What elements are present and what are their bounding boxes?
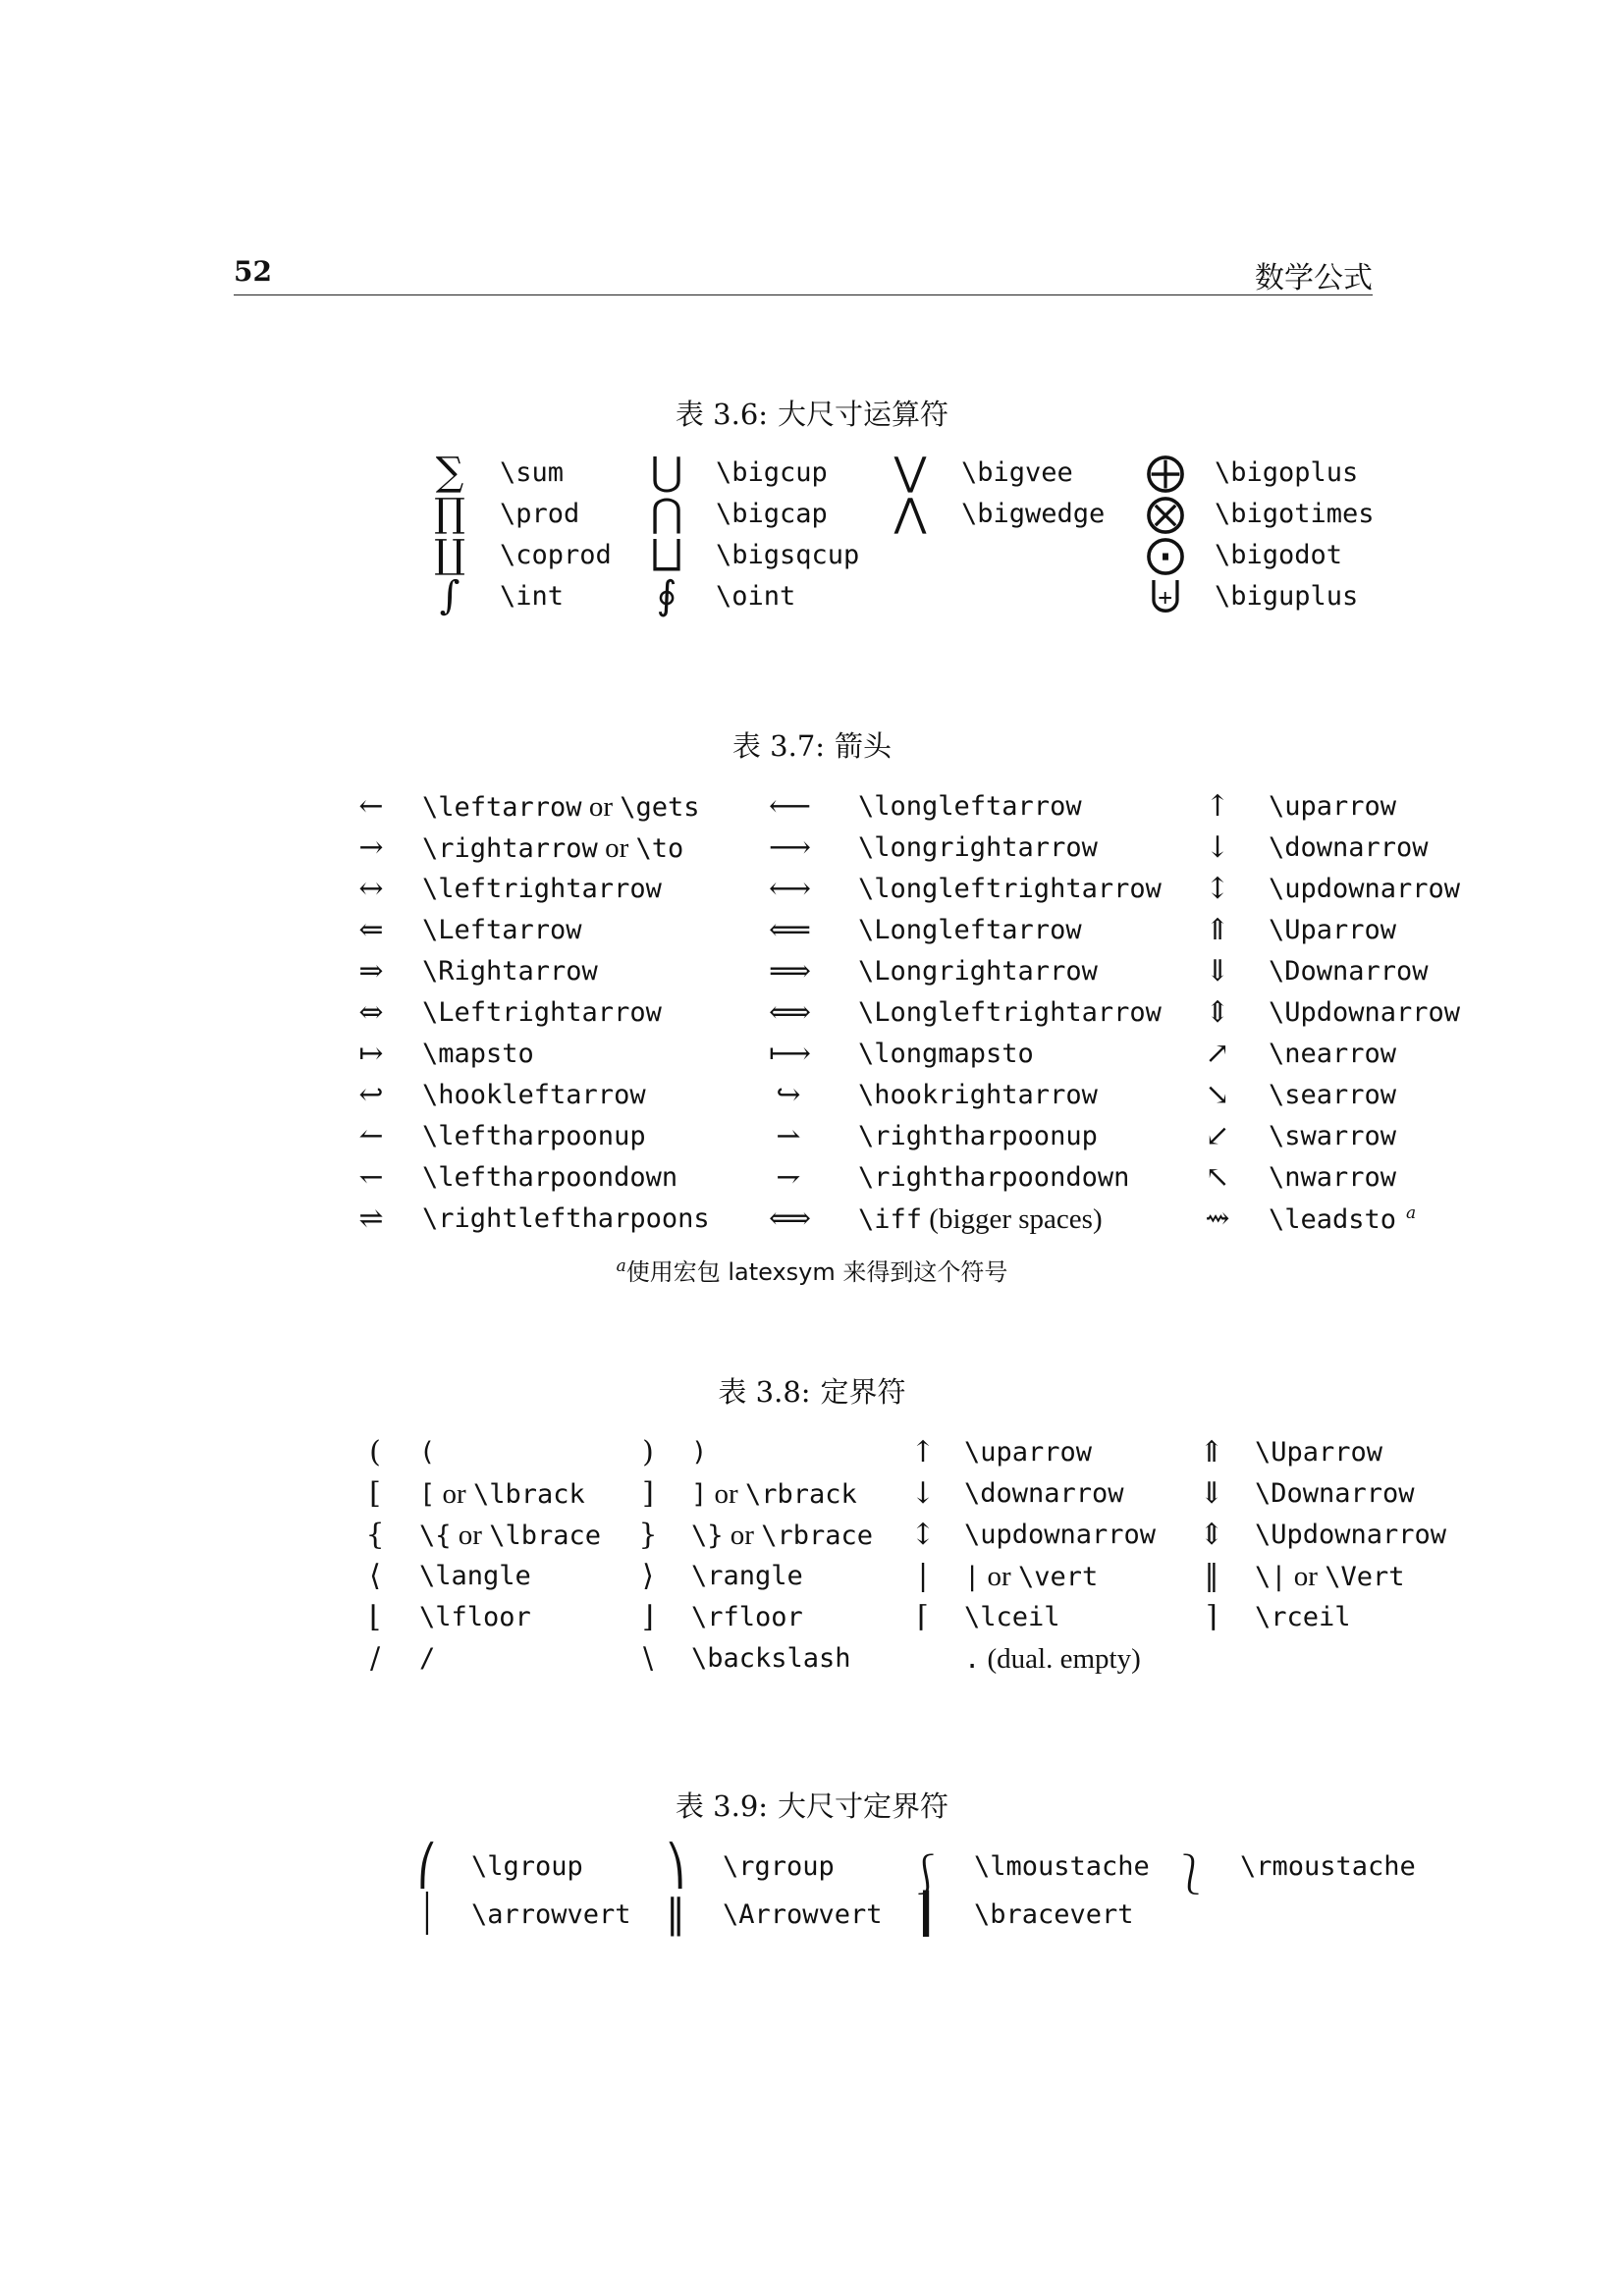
command-cell — [974, 1899, 1134, 1930]
command-cell — [422, 956, 598, 987]
command-text: \Uparrow — [1269, 915, 1397, 945]
symbol-glyph: ⇌ — [358, 1201, 384, 1236]
symbol-glyph: / — [369, 1641, 381, 1676]
command-cell — [964, 1643, 1141, 1676]
command-text: \bigwedge — [961, 499, 1106, 529]
command-text: \bigcup — [716, 457, 828, 488]
symbol-glyph: ⋀ — [893, 491, 927, 536]
command-text: \rangle — [691, 1561, 803, 1591]
command-text: \lceil — [964, 1602, 1060, 1632]
command-text: \rightharpoondown — [858, 1162, 1130, 1193]
command-text: \bracevert — [974, 1899, 1134, 1930]
command-cell — [1269, 1121, 1396, 1151]
command-text: \rightarrow — [422, 833, 598, 864]
command-cell — [1269, 1203, 1416, 1235]
command-text: \rfloor — [691, 1602, 803, 1632]
command-cell — [422, 915, 582, 945]
symbol-glyph: ⎛ — [417, 1843, 437, 1889]
connector-text: or — [435, 1478, 473, 1510]
command-text: \prod — [500, 499, 580, 529]
command-cell — [1269, 1162, 1396, 1193]
command-cell — [691, 1437, 707, 1468]
command-text: \lgroup — [471, 1851, 583, 1882]
command-cell — [858, 1039, 1034, 1069]
command-cell — [723, 1851, 835, 1882]
command-text: \int — [500, 581, 565, 612]
command-text: \bigvee — [961, 457, 1073, 488]
chapter-title: 数学公式 — [1255, 261, 1373, 295]
command-text: \rceil — [1255, 1602, 1351, 1632]
command-text: \Vert — [1325, 1562, 1405, 1592]
command-cell — [1240, 1851, 1416, 1882]
command-text: \lbrace — [489, 1521, 601, 1551]
command-text: \bigcap — [716, 499, 828, 529]
command-cell — [500, 499, 579, 529]
command-text: \oint — [716, 581, 796, 612]
command-cell — [1255, 1561, 1404, 1593]
command-text: \leadsto — [1269, 1204, 1397, 1235]
command-cell — [422, 1039, 534, 1069]
symbol-glyph: ⟺ — [769, 1201, 812, 1236]
symbol-glyph: ⟸ — [769, 913, 812, 947]
symbol-glyph: | — [917, 1559, 929, 1593]
symbol-glyph: ⨁ — [1146, 450, 1185, 495]
command-cell — [422, 1203, 710, 1234]
command-cell — [858, 915, 1082, 945]
symbol-glyph: ⋃ — [650, 450, 683, 495]
footnote-marker: a — [1406, 1203, 1417, 1223]
symbol-glyph: ‖ — [666, 1892, 685, 1937]
command-text: \leftrightarrow — [422, 874, 662, 904]
command-text: \downarrow — [1269, 832, 1429, 863]
symbol-glyph: ⨆ — [651, 532, 682, 577]
symbol-glyph: ⇀ — [776, 1119, 801, 1153]
command-text: \swarrow — [1269, 1121, 1397, 1151]
symbol-glyph: ∐ — [434, 532, 465, 577]
command-cell — [1255, 1602, 1351, 1632]
symbol-glyph: ↓ — [910, 1476, 936, 1511]
command-cell — [858, 1080, 1098, 1110]
command-cell — [1269, 997, 1460, 1028]
command-text: \bigsqcup — [716, 540, 860, 570]
command-text: \Uparrow — [1255, 1437, 1383, 1468]
command-text: \longleftrightarrow — [858, 874, 1162, 904]
symbol-glyph: ] — [642, 1476, 654, 1511]
command-text: \nearrow — [1269, 1039, 1397, 1069]
command-cell — [419, 1520, 601, 1552]
command-cell — [974, 1851, 1150, 1882]
connector-text: or — [451, 1520, 490, 1551]
command-text: \updownarrow — [964, 1520, 1157, 1550]
table-3-8-caption: 表 3.8: 定界符 — [718, 1375, 906, 1409]
command-cell — [723, 1899, 883, 1930]
connector-text: or — [723, 1520, 762, 1551]
command-cell — [964, 1602, 1060, 1632]
command-text: \Longrightarrow — [858, 956, 1098, 987]
command-cell — [1269, 874, 1460, 904]
symbol-glyph: ⇒ — [358, 954, 384, 988]
page-header — [234, 253, 1373, 295]
symbol-glyph: ⌉ — [1206, 1600, 1218, 1634]
symbol-glyph: ⇝ — [1205, 1201, 1230, 1236]
command-cell — [716, 499, 828, 529]
symbol-glyph: ↦ — [358, 1037, 384, 1071]
command-cell — [500, 581, 564, 612]
command-text: . — [964, 1644, 981, 1675]
command-text: ) — [691, 1437, 708, 1468]
symbol-glyph: ↑ — [910, 1435, 936, 1469]
command-cell — [964, 1437, 1092, 1468]
symbol-glyph: ⟷ — [769, 872, 812, 906]
command-cell — [858, 874, 1162, 904]
table-3-7-caption: 表 3.7: 箭头 — [731, 729, 893, 763]
command-cell — [691, 1561, 803, 1591]
command-text: \bigodot — [1215, 540, 1343, 570]
command-cell — [858, 1162, 1129, 1193]
symbol-glyph: ⌊ — [369, 1600, 381, 1634]
symbol-glyph: ) — [642, 1435, 654, 1469]
symbol-glyph: ‖ — [1204, 1559, 1219, 1593]
command-text: \Rightarrow — [422, 956, 598, 987]
command-cell — [419, 1602, 531, 1632]
symbol-glyph: ↔ — [358, 872, 384, 906]
symbol-glyph: \ — [642, 1641, 654, 1676]
command-text: \hookleftarrow — [422, 1080, 646, 1110]
command-cell — [858, 1203, 1103, 1236]
connector-text: (dual. empty) — [980, 1643, 1141, 1675]
symbol-glyph: ↘ — [1205, 1078, 1230, 1112]
symbol-glyph: ↼ — [358, 1119, 384, 1153]
command-text: \rightleftharpoons — [422, 1203, 710, 1234]
command-text: \| — [1255, 1562, 1287, 1592]
symbol-glyph: ⟹ — [769, 954, 812, 988]
command-text: \mapsto — [422, 1039, 534, 1069]
symbol-glyph: ⟩ — [642, 1559, 654, 1593]
symbol-glyph: ↪ — [776, 1078, 801, 1112]
command-text: \iff — [858, 1204, 923, 1235]
command-text: \updownarrow — [1269, 874, 1461, 904]
symbol-glyph: ↕ — [910, 1518, 936, 1552]
command-text: \leftharpoondown — [422, 1162, 678, 1193]
command-text: \downarrow — [964, 1478, 1124, 1509]
symbol-glyph: ↑ — [1205, 789, 1230, 824]
command-text: \longleftarrow — [858, 791, 1082, 822]
command-text: \{ — [419, 1521, 452, 1551]
connector-text: or — [980, 1561, 1018, 1592]
command-cell — [964, 1520, 1156, 1550]
symbol-glyph: ┃ — [913, 1892, 939, 1937]
connector-text: or — [1286, 1561, 1326, 1592]
command-text: \langle — [419, 1561, 531, 1591]
command-cell — [858, 832, 1098, 863]
symbol-glyph: ⟵ — [769, 789, 812, 824]
command-text: \rbrace — [761, 1521, 873, 1551]
command-text: \coprod — [500, 540, 612, 570]
command-text: \nwarrow — [1269, 1162, 1397, 1193]
command-text: \bigotimes — [1215, 499, 1375, 529]
command-text: \rmoustache — [1240, 1851, 1416, 1882]
symbol-glyph: ↽ — [358, 1160, 384, 1195]
command-text: \hookrightarrow — [858, 1080, 1098, 1110]
command-text: \lbrack — [472, 1479, 585, 1510]
command-cell — [858, 956, 1098, 987]
command-cell — [1269, 791, 1396, 822]
command-cell — [1255, 1437, 1382, 1468]
command-cell — [1215, 499, 1375, 529]
command-text: \searrow — [1269, 1080, 1397, 1110]
command-cell — [471, 1899, 631, 1930]
command-text: [ — [419, 1479, 436, 1510]
table-3-9-caption: 表 3.9: 大尺寸定界符 — [675, 1789, 949, 1823]
symbol-glyph: ⎰ — [906, 1852, 946, 1897]
command-cell — [1269, 1039, 1396, 1069]
command-text: \Arrowvert — [723, 1899, 883, 1930]
command-cell — [691, 1478, 857, 1511]
command-cell — [964, 1561, 1098, 1593]
command-cell — [961, 457, 1073, 488]
command-cell — [858, 1121, 1098, 1151]
symbol-glyph: ⇔ — [358, 995, 384, 1030]
command-text: \Longleftrightarrow — [858, 997, 1162, 1028]
command-text: \rbrack — [744, 1479, 857, 1510]
symbol-glyph: ⇑ — [1205, 913, 1230, 947]
symbol-glyph: ↓ — [1205, 830, 1230, 865]
command-text: \backslash — [691, 1643, 851, 1674]
symbol-glyph: ⇕ — [1199, 1518, 1224, 1552]
symbol-glyph: ⨄ — [1149, 573, 1182, 618]
command-text: \sum — [500, 457, 565, 488]
command-text: \rgroup — [723, 1851, 835, 1882]
symbol-glyph: ⟨ — [369, 1559, 381, 1593]
command-cell — [716, 581, 795, 612]
symbol-glyph: ⇓ — [1199, 1476, 1224, 1511]
symbol-glyph: ↖ — [1205, 1160, 1230, 1195]
command-cell — [691, 1643, 851, 1674]
command-text: \longmapsto — [858, 1039, 1034, 1069]
command-cell — [858, 997, 1162, 1028]
command-cell — [1269, 956, 1429, 987]
symbol-glyph: ← — [358, 789, 384, 824]
symbol-glyph: ⟶ — [769, 830, 812, 865]
command-cell — [716, 540, 859, 570]
command-text: \Leftarrow — [422, 915, 582, 945]
command-cell — [422, 1162, 677, 1193]
command-text: \leftharpoonup — [422, 1121, 646, 1151]
command-cell — [422, 832, 683, 865]
command-text: \longrightarrow — [858, 832, 1098, 863]
command-text: ( — [419, 1437, 436, 1468]
command-text: \uparrow — [1269, 791, 1397, 822]
table-3-6-caption: 表 3.6: 大尺寸运算符 — [675, 398, 949, 431]
symbol-glyph: ⇐ — [358, 913, 384, 947]
command-text: \lfloor — [419, 1602, 531, 1632]
symbol-glyph: ∫ — [439, 573, 460, 618]
command-text: \Updownarrow — [1269, 997, 1461, 1028]
command-cell — [858, 791, 1082, 822]
command-cell — [691, 1520, 873, 1552]
command-text: \Updownarrow — [1255, 1520, 1447, 1550]
command-cell — [422, 1080, 646, 1110]
command-cell — [1269, 1080, 1396, 1110]
command-text: \Downarrow — [1255, 1478, 1415, 1509]
symbol-glyph: → — [358, 830, 384, 865]
command-text: \to — [635, 833, 684, 864]
symbol-glyph: ⏐ — [415, 1892, 439, 1937]
command-text: \rightharpoonup — [858, 1121, 1098, 1151]
command-text: \} — [691, 1521, 724, 1551]
command-cell — [1269, 832, 1429, 863]
symbol-glyph: ⌈ — [917, 1600, 929, 1634]
symbol-glyph: ∑ — [435, 450, 464, 495]
command-text: \bigoplus — [1215, 457, 1359, 488]
symbol-glyph: ↕ — [1205, 872, 1230, 906]
symbol-glyph: ∏ — [434, 491, 465, 536]
symbol-glyph: ⟺ — [769, 995, 812, 1030]
page-number: 52 — [234, 255, 272, 288]
symbol-glyph: ⇁ — [776, 1160, 801, 1195]
symbol-glyph: ⇓ — [1205, 954, 1230, 988]
symbol-glyph: ↙ — [1205, 1119, 1230, 1153]
symbol-glyph: ( — [369, 1435, 381, 1469]
command-cell — [419, 1643, 435, 1674]
command-cell — [1215, 457, 1358, 488]
symbol-glyph: ∮ — [656, 573, 677, 618]
command-cell — [1215, 540, 1342, 570]
command-cell — [419, 1561, 531, 1591]
command-text: \uparrow — [964, 1437, 1093, 1468]
command-cell — [1255, 1478, 1415, 1509]
connector-text: or — [581, 791, 621, 823]
command-text: \biguplus — [1215, 581, 1359, 612]
command-cell — [419, 1437, 435, 1468]
command-text: ] — [691, 1479, 708, 1510]
command-cell — [691, 1602, 803, 1632]
command-cell — [1269, 915, 1396, 945]
command-text: \arrowvert — [471, 1899, 631, 1930]
command-cell — [1255, 1520, 1446, 1550]
command-cell — [716, 457, 828, 488]
command-text: \lmoustache — [974, 1851, 1150, 1882]
command-cell — [419, 1478, 585, 1511]
symbol-glyph: } — [638, 1518, 658, 1552]
symbol-glyph: { — [365, 1518, 385, 1552]
symbol-glyph: [ — [369, 1476, 381, 1511]
symbol-glyph: ⌋ — [642, 1600, 654, 1634]
command-cell — [471, 1851, 583, 1882]
symbol-glyph: ⇑ — [1199, 1435, 1224, 1469]
command-text: | — [964, 1562, 981, 1592]
command-cell — [422, 874, 662, 904]
connector-text: or — [597, 832, 636, 864]
command-text: \gets — [620, 792, 700, 823]
command-text: \Leftrightarrow — [422, 997, 662, 1028]
connector-text: or — [707, 1478, 745, 1510]
command-text: \leftarrow — [422, 792, 582, 823]
command-text: \vert — [1017, 1562, 1099, 1592]
command-cell — [500, 540, 612, 570]
command-cell — [422, 1121, 646, 1151]
command-cell — [961, 499, 1105, 529]
command-cell — [500, 457, 564, 488]
symbol-glyph: ⨂ — [1146, 491, 1185, 536]
symbol-glyph: ⎞ — [666, 1843, 685, 1889]
symbol-glyph: ⋂ — [650, 491, 683, 536]
symbol-glyph: ⋁ — [893, 450, 927, 495]
command-cell — [964, 1478, 1124, 1509]
symbol-glyph: ↩ — [358, 1078, 384, 1112]
symbol-glyph: ⟼ — [769, 1037, 812, 1071]
command-cell — [422, 791, 700, 824]
table-3-7-footnote: $^a$使用宏包 latexsym 来得到这个符号 — [616, 1256, 1008, 1286]
command-text: \Longleftarrow — [858, 915, 1082, 945]
symbol-glyph: ↗ — [1205, 1037, 1230, 1071]
command-text: / — [419, 1643, 436, 1674]
command-cell — [422, 997, 662, 1028]
symbol-glyph: ⇕ — [1205, 995, 1230, 1030]
symbol-glyph: ⨀ — [1146, 532, 1185, 577]
symbol-glyph: ⎱ — [1171, 1852, 1211, 1897]
command-cell — [1215, 581, 1358, 612]
command-text: \Downarrow — [1269, 956, 1429, 987]
connector-text: (bigger spaces) — [922, 1203, 1103, 1235]
